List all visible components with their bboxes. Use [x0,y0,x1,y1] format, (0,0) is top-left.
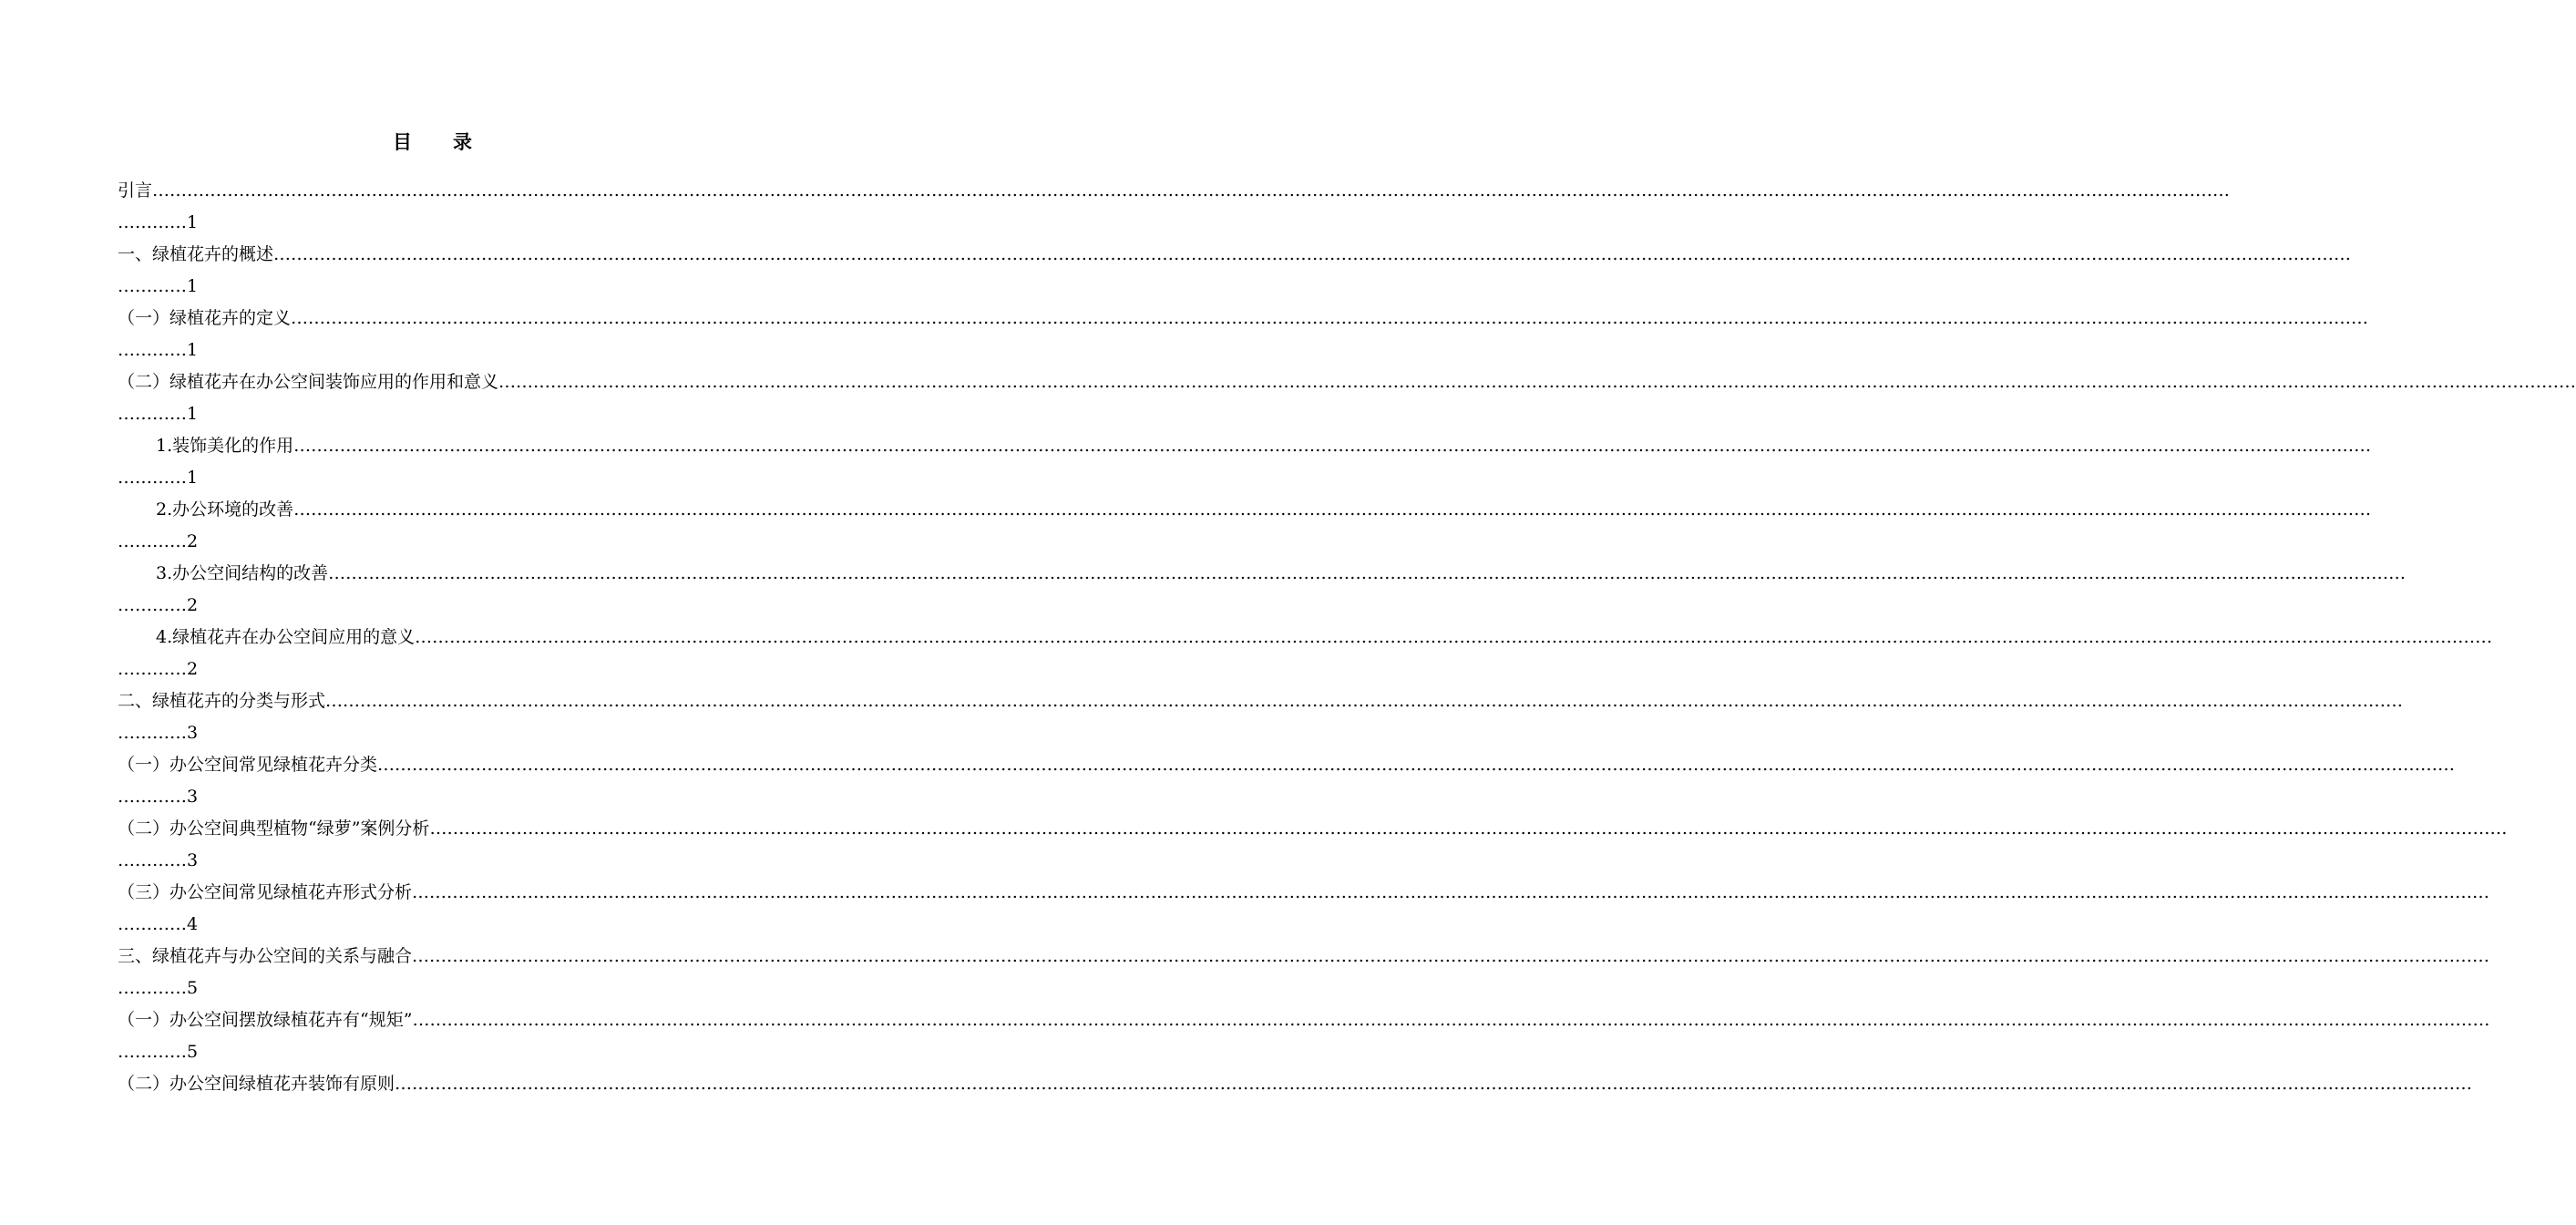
toc-entry-continuation [118,973,748,1004]
toc-entry[interactable] [118,175,2231,207]
toc-entry[interactable] [118,941,2490,973]
toc-entry-continuation [118,909,748,941]
toc-leader-dots: ……………………………………………………………………………………………………………………………………………………………………………………………………………………………………………………………………………………………………………………………… [429,818,2508,839]
toc-leader-dots: ……………………………………………………………………………………………………………………………………………………………………………………………………………………………………………………………………………………………………………………………… [273,244,2352,264]
toc-leader-dots: ……………………………………………………………………………………………………………………………………………………………………………………………………………………………………………………………………………………………………………………………… [293,499,2372,520]
toc-leader-dots: ……………………………………………………………………………………………………………………………………………………………………………………………………………………………………………………………………………………………………………………………… [395,1074,2473,1094]
title-part-2: 录 [453,131,473,153]
toc-leader-dots: ………… [118,978,187,998]
toc-leader-dots: ……………………………………………………………………………………………………………………………………………………………………………………………………………………………………………………………………………………………………………………………… [293,436,2372,456]
toc-leader-dots: ………… [118,340,187,360]
toc-entry-label: （一）绿植花卉的定义 [118,308,292,328]
toc-leader-dots: ………… [118,276,187,296]
toc-page-number: 3 [187,850,199,870]
toc-entry-continuation [118,526,748,558]
toc-leader-dots: ………… [118,595,187,615]
table-of-contents [118,175,2576,1100]
toc-page-number: 2 [187,531,199,551]
toc-page-number: 1 [187,276,199,296]
toc-leader-dots: ………… [118,787,187,807]
toc-entry-continuation [118,335,748,366]
toc-entry[interactable] [118,558,2407,590]
toc-leader-dots: ………… [118,531,187,551]
toc-leader-dots: ……………………………………………………………………………………………………………………………………………………………………………………………………………………………………………………………………………………………………………………………… [412,946,2490,966]
toc-leader-dots: ………… [118,404,187,424]
toc-leader-dots: ……………………………………………………………………………………………………………………………………………………………………………………………………………………………………………………………………………………………………………………………… [415,627,2493,647]
toc-entry-label: （二）办公空间典型植物“绿萝”案例分析 [118,818,430,839]
toc-leader-dots: ………… [118,468,187,488]
toc-page-number: 2 [187,595,199,615]
toc-entry[interactable] [118,1004,2490,1036]
toc-entry[interactable] [118,622,2493,654]
toc-entry-continuation [118,271,748,303]
toc-entry-continuation [118,1036,748,1068]
toc-page-number: 1 [187,468,199,488]
toc-page-number: 1 [187,404,199,424]
toc-entry-continuation [118,781,748,813]
toc-entry[interactable] [118,303,2369,335]
toc-leader-dots: ……………………………………………………………………………………………………………………………………………………………………………………………………………………………………………………………………………………………………………………………… [291,308,2369,328]
toc-entry[interactable] [118,685,2404,717]
toc-entry-label: （一）办公空间摆放绿植花卉有“规矩” [118,1010,413,1030]
toc-entry-label: （二）绿植花卉在办公空间装饰应用的作用和意义 [118,372,499,392]
toc-leader-dots: ………… [118,1042,187,1062]
toc-entry[interactable] [118,749,2456,781]
toc-leader-dots: ………… [118,723,187,743]
toc-page-number: 3 [187,723,199,743]
toc-entry-continuation [118,717,748,749]
page-title [0,128,866,155]
title-part-1: 目 [393,131,413,153]
toc-leader-dots: ……………………………………………………………………………………………………………………………………………………………………………………………………………………………………………………………………………………………………………………………… [377,755,2456,775]
toc-entry[interactable] [118,430,2372,462]
toc-leader-dots: ………… [118,850,187,870]
toc-entry-label: 1.装饰美化的作用 [156,436,294,456]
toc-page-number: 4 [187,914,199,934]
toc-entry-continuation [118,845,748,877]
toc-entry[interactable] [118,1068,2473,1100]
toc-entry-label: 引言 [118,180,153,201]
toc-entry-label: 三、绿植花卉与办公空间的关系与融合 [118,946,413,966]
toc-entry-label: 2.办公环境的改善 [156,499,294,520]
toc-leader-dots: ……………………………………………………………………………………………………………………………………………………………………………………………………………………………………………………………………………………………………………………………… [152,180,2231,201]
toc-leader-dots: ……………………………………………………………………………………………………………………………………………………………………………………………………………………………………………………………………………………………………………………………… [328,563,2407,583]
toc-page-number: 5 [187,978,199,998]
toc-entry-continuation [118,398,748,430]
toc-entry[interactable] [118,813,2508,845]
toc-entry-label: 3.办公空间结构的改善 [156,563,329,583]
toc-entry[interactable] [118,239,2352,271]
toc-entry-continuation [118,207,748,239]
toc-entry-label: 4.绿植花卉在办公空间应用的意义 [156,627,416,647]
toc-leader-dots: ……………………………………………………………………………………………………………………………………………………………………………………………………………………………………………………………………………………………………………………………… [412,882,2490,902]
toc-entry[interactable] [118,494,2372,526]
toc-entry-label: 一、绿植花卉的概述 [118,244,274,264]
toc-page-number: 1 [187,340,199,360]
toc-entry[interactable] [118,366,2576,398]
toc-leader-dots: ………… [118,212,187,232]
toc-entry-label: 二、绿植花卉的分类与形式 [118,691,326,711]
toc-leader-dots: ……………………………………………………………………………………………………………………………………………………………………………………………………………………………………………………………………………………………………………………………… [325,691,2404,711]
toc-page-number: 2 [187,659,199,679]
toc-entry-label: （二）办公空间绿植花卉装饰有原则 [118,1074,395,1094]
toc-entry-label: （一）办公空间常见绿植花卉分类 [118,755,378,775]
toc-entry-label: （三）办公空间常见绿植花卉形式分析 [118,882,413,902]
toc-leader-dots: ……………………………………………………………………………………………………………………………………………………………………………………………………………………………………………………………………………………………………………………………… [412,1010,2490,1030]
toc-leader-dots: ………… [118,659,187,679]
toc-entry-continuation [118,462,748,494]
toc-entry[interactable] [118,877,2490,909]
toc-entry-continuation [118,654,748,685]
toc-page-number: 3 [187,787,199,807]
toc-page-number: 5 [187,1042,199,1062]
toc-page-number: 1 [187,212,199,232]
toc-leader-dots: ………… [118,914,187,934]
toc-entry-continuation [118,590,748,622]
toc-leader-dots: ……………………………………………………………………………………………………………………………………………………………………………………………………………………………………………………………………………………………………………………………… [498,372,2576,392]
